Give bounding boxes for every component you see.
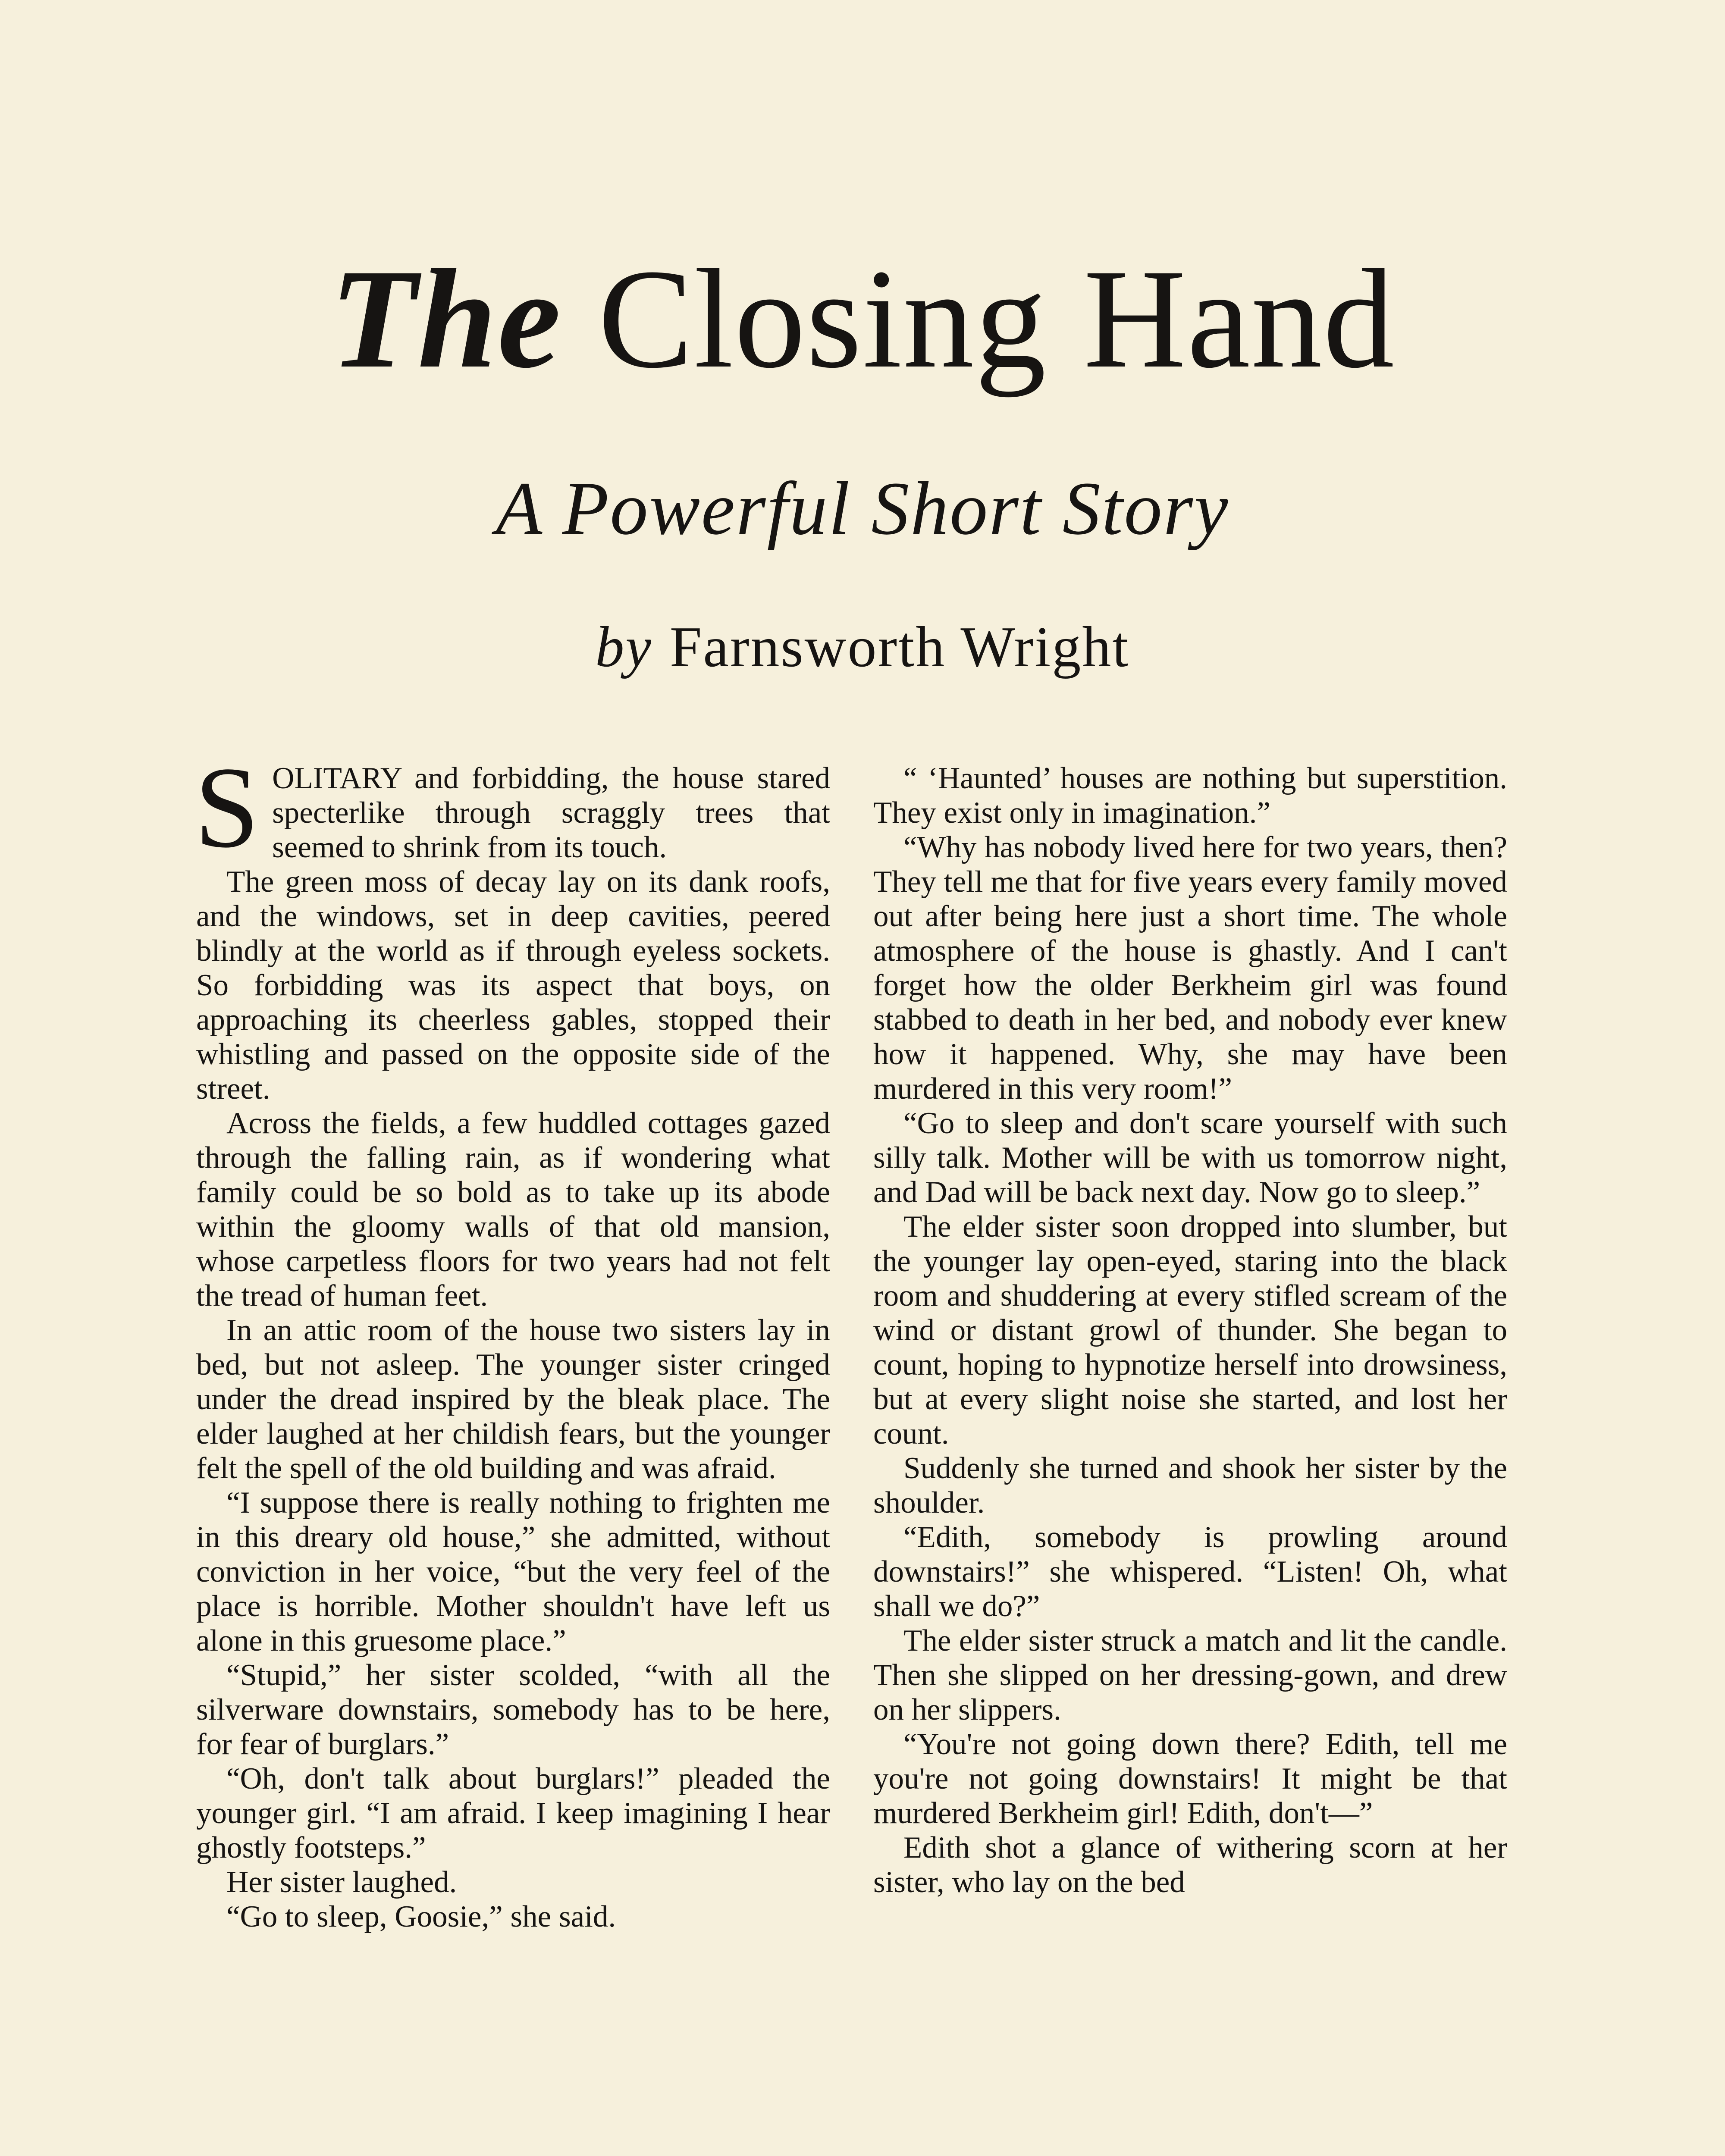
paragraph (194, 743, 830, 872)
paragraph: The elder sister struck a match and lit the candle. Then she slipped on her dressing-gown, and drew on her slippers. (873, 1624, 1507, 1727)
paragraph: “Go to sleep, Goosie,” she said. (226, 1900, 616, 1934)
paragraph: Edith shot a glance of withering scorn at her sister, who lay on the bed (873, 1831, 1507, 1899)
paragraph: “Oh, don't talk about burglars!” pleaded the younger girl. “I am afraid. I keep imagining I hear ghostly footsteps.” (196, 1762, 830, 1865)
paragraph: “Why has nobody lived here for two years, then? They tell me that for five years every family moved out after being here just a short time. The whole atmosphere of the house is ghastly. And I can't forget how the older Berkheim girl was found stabbed to death in her bed, and nobody ever knew how it happened. Why, she may have been murdered in this very room!” (873, 830, 1507, 1106)
paragraph: “Stupid,” her sister scolded, “with all the silverware downstairs, somebody has to be here, for fear of burglars.” (196, 1658, 830, 1761)
paragraph: The elder sister soon dropped into slumber, but the younger lay open-eyed, staring into the black room and shuddering at every stifled scream of the wind or distant growl of thunder. She began to count, hoping to hypnotize herself into drowsiness, but at every slight noise she started, and lost her count. (873, 1210, 1507, 1451)
story-subtitle: A Powerful Short Story (496, 467, 1229, 551)
story-title (0, 241, 1725, 397)
paragraph-text: OLITARY and forbidding, the house stared specterlike through scraggly trees that seemed to shrink from its touch. (272, 761, 830, 864)
paragraph: In an attic room of the house two sisters lay in bed, but not asleep. The younger sister cringed under the dread inspired by the bleak place. The elder laughed at her childish fears, but the younger felt the spell of the old building and was afraid. (196, 1313, 830, 1485)
paragraph: “ ‘Haunted’ houses are nothing but superstition. They exist only in imagination.” (873, 761, 1507, 830)
paragraph: “I suppose there is really nothing to frighten me in this dreary old house,” she admitted, without conviction in her voice, “but the very feel of the place is horrible. Mother shouldn't have left us alone in this gruesome place.” (196, 1486, 830, 1658)
story-title-the: The (329, 240, 562, 398)
byline-by: by (595, 615, 652, 679)
drop-cap: S (194, 743, 260, 872)
paragraph: The green moss of decay lay on its dank roofs, and the windows, set in deep cavities, peered blindly at the world as if through eyeless sockets. So forbidding was its aspect that boys, on approaching its cheerless gables, stopped their whistling and passed on the opposite side of the street. (196, 865, 830, 1106)
author-name: Farnsworth Wright (669, 615, 1130, 679)
story-title-main: Closing Hand (598, 240, 1396, 398)
right-column (873, 761, 1507, 1899)
paragraph: “Edith, somebody is prowling around downstairs!” she whispered. “Listen! Oh, what shall we do?” (873, 1520, 1507, 1623)
paragraph: Across the fields, a few huddled cottages gazed through the falling rain, as if wondering what family could be so bold as to take up its abode within the gloomy walls of that old mansion, whose carpetless floors for two years had not felt the tread of human feet. (196, 1106, 830, 1313)
paragraph: “You're not going down there? Edith, tell me you're not going downstairs! It might be that murdered Berkheim girl! Edith, don't—” (873, 1727, 1507, 1830)
paragraph: Suddenly she turned and shook her sister by the shoulder. (873, 1451, 1507, 1520)
left-column (194, 743, 830, 1934)
paragraph: “Go to sleep and don't scare yourself with such silly talk. Mother will be with us tomorrow night, and Dad will be back next day. Now go to sleep.” (873, 1106, 1507, 1209)
paragraph: Her sister laughed. (226, 1865, 457, 1899)
byline (0, 612, 1725, 681)
